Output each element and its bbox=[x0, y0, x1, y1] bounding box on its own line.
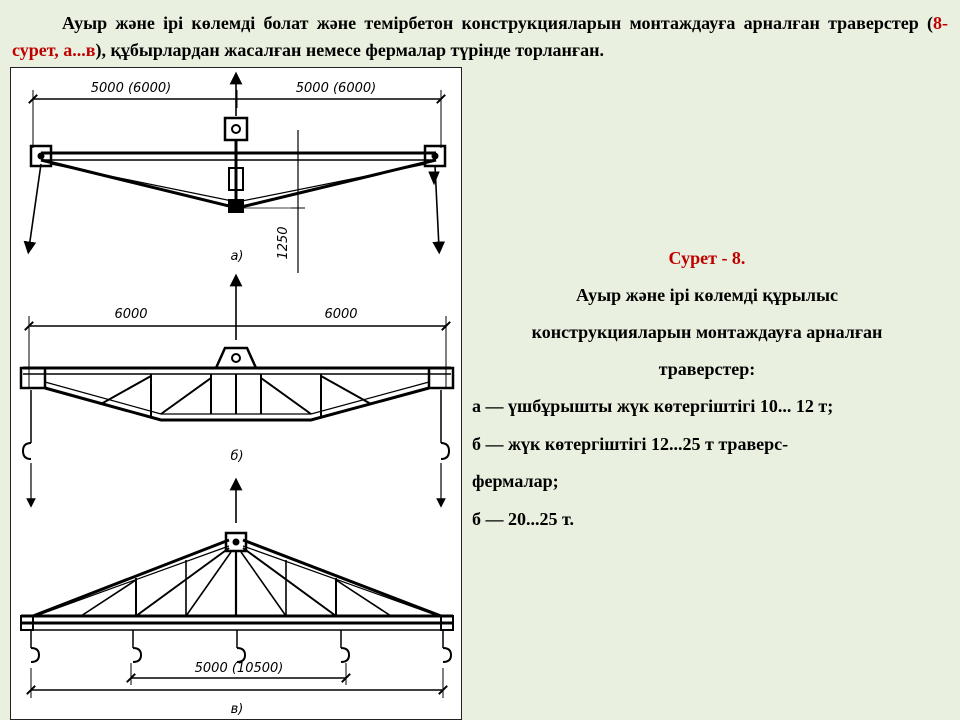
dim-b-left: 6000 bbox=[114, 307, 148, 322]
caption-item-a: а — үшбұрышты жүк көтергіштігі 10... 12 т; bbox=[472, 396, 834, 416]
label-b: б) bbox=[230, 449, 244, 464]
figure-caption bbox=[472, 240, 942, 538]
header-paragraph bbox=[12, 10, 948, 64]
figure-reference: 8-сурет, а...в bbox=[12, 13, 948, 60]
caption-subtitle-3: траверстер: bbox=[658, 359, 756, 379]
caption-item-b-2: фермалар; bbox=[472, 471, 559, 491]
header-text-2: ), құбырлардан жасалған немесе фермалар түрінде торланған. bbox=[95, 40, 604, 60]
header-text-1: Ауыр және ірі көлемді болат және темірбетон конструкцияларын монтаждауға арналған траверстер ( bbox=[62, 13, 933, 33]
caption-title: Сурет - 8. bbox=[668, 248, 746, 268]
traverse-drawings bbox=[11, 68, 462, 720]
dim-b-right: 6000 bbox=[324, 307, 358, 322]
dim-c-bottom: 5000 (10500) bbox=[194, 661, 284, 676]
caption-subtitle-2: конструкцияларын монтаждауға арналған bbox=[531, 322, 883, 342]
figure-panel bbox=[10, 67, 462, 720]
label-a: а) bbox=[230, 249, 244, 264]
caption-item-c: б — 20...25 т. bbox=[472, 508, 574, 529]
dim-a-height: 1250 bbox=[276, 226, 291, 260]
dim-a-right: 5000 (6000) bbox=[295, 81, 377, 96]
caption-item-b-1: б — жүк көтергіштігі 12...25 т траверс- bbox=[472, 433, 789, 454]
diagram-b bbox=[21, 280, 453, 503]
label-c: в) bbox=[230, 702, 244, 717]
diagram-a bbox=[29, 78, 445, 273]
dim-a-left: 5000 (6000) bbox=[90, 81, 172, 96]
caption-subtitle-1: Ауыр және ірі көлемді құрылыс bbox=[576, 285, 838, 305]
